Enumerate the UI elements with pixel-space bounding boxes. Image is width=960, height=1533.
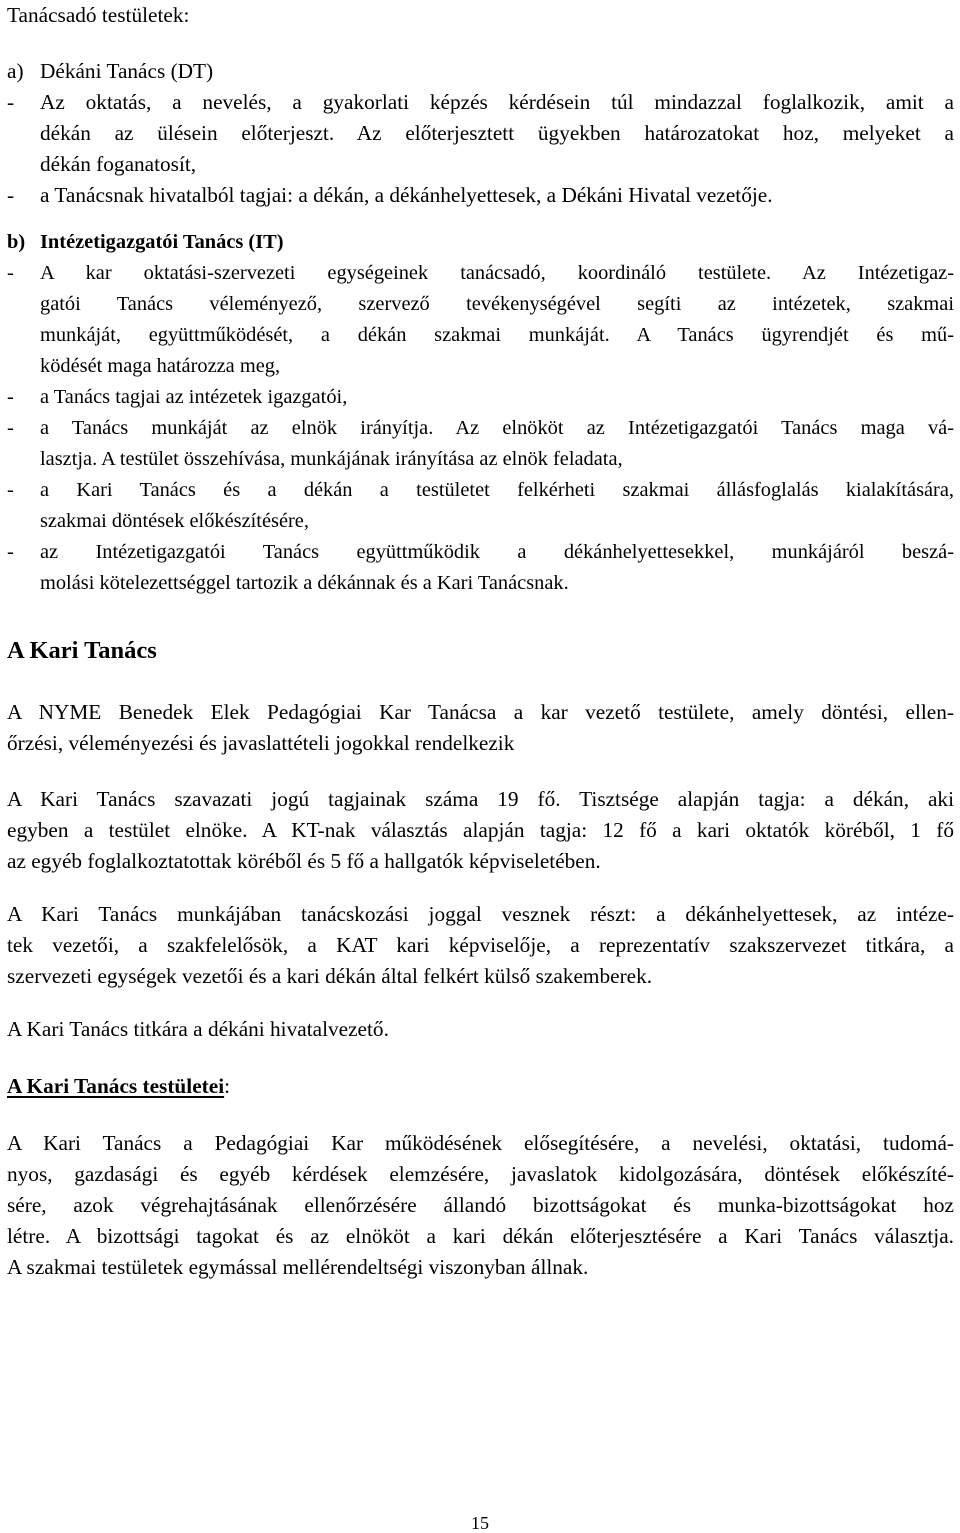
- section-b-line: ködését maga határozza meg,: [40, 355, 281, 377]
- list-item: [7, 180, 954, 211]
- section-b-line: munkáját, együttműködését, a dékán szakmai munkáját. A Tanács ügyrendjét és mű-: [40, 324, 954, 346]
- paragraph-line: A Kari Tanács titkára a dékáni hivatalvezető.: [7, 1017, 389, 1041]
- paragraph-line: tek vezetői, a szakfelelősök, a KAT kari képviselője, a reprezentatív szakszervezet titkára, a: [7, 933, 954, 957]
- section-a-line: a Tanácsnak hivatalból tagjai: a dékán, a dékánhelyettesek, a Dékáni Hivatal vezetője.: [40, 183, 773, 207]
- section-b-line: a Tanács tagjai az intézetek igazgatói,: [40, 386, 348, 408]
- dash-marker: -: [7, 541, 14, 563]
- list-item: [7, 258, 954, 289]
- paragraph-line: az egyéb foglalkoztatottak köréből és 5 fő a hallgatók képviseletében.: [7, 849, 601, 873]
- section-b-line: lasztja. A testület összehívása, munkájának irányítása az elnök feladata,: [40, 448, 623, 470]
- paragraph-line: A szakmai testületek egymással mellérendeltségi viszonyban állnak.: [7, 1255, 589, 1279]
- section-b-title-row: [7, 227, 954, 258]
- paragraph: [7, 697, 954, 759]
- section-a-line: dékán foganatosít,: [40, 152, 197, 176]
- subheading-block: [7, 1071, 954, 1102]
- paragraph-line: sére, azok végrehajtásának ellenőrzésére állandó bizottságokat és munka-bizottságokat hoz: [7, 1193, 954, 1217]
- section-b-line: gatói Tanács véleményező, szervező tevékenységével segíti az intézetek, szakmai: [40, 293, 954, 315]
- subheading: [7, 1071, 954, 1102]
- intro-heading: Tanácsadó testületek:: [7, 3, 190, 27]
- list-item: [7, 537, 954, 568]
- section-b-line: a Kari Tanács és a dékán a testületet felkérheti szakmai állásfoglalás kialakítására,: [40, 479, 954, 501]
- dash-marker: -: [7, 417, 14, 439]
- paragraph-line: őrzési, véleményezési és javaslattételi jogokkal rendelkezik: [7, 731, 515, 755]
- list-item: [7, 413, 954, 444]
- paragraph-line: A Kari Tanács munkájában tanácskozási joggal vesznek részt: a dékánhelyettesek, az intéze-: [7, 902, 954, 926]
- section-a-line: dékán az ülésein előterjeszt. Az előterjesztett ügyekben határozatokat hoz, melyeket a: [40, 121, 954, 145]
- list-item: [7, 382, 954, 413]
- paragraph-line: A Kari Tanács szavazati jogú tagjainak száma 19 fő. Tisztsége alapján tagja: a dékán, aki: [7, 787, 954, 811]
- paragraph-line: A Kari Tanács a Pedagógiai Kar működésének elősegítésére, a nevelési, oktatási, tudomá-: [7, 1131, 954, 1155]
- section-a-line: Az oktatás, a nevelés, a gyakorlati képzés kérdésein túl mindazzal foglalkozik, amit a: [40, 90, 954, 114]
- dash-marker: -: [7, 479, 14, 501]
- section-b-line: molási kötelezettséggel tartozik a dékánnak és a Kari Tanácsnak.: [40, 572, 569, 594]
- paragraph: [7, 1014, 954, 1045]
- subheading-colon: :: [224, 1074, 231, 1098]
- list-item: [7, 475, 954, 506]
- page-number: 15: [471, 1513, 489, 1533]
- subheading-text: A Kari Tanács testületei: [7, 1074, 225, 1098]
- section-b-marker: b): [7, 231, 26, 253]
- kari-tanacs-heading: A Kari Tanács: [7, 637, 157, 664]
- section-a: [7, 56, 954, 211]
- section-b-line: az Intézetigazgatói Tanács együttműködik a dékánhelyettesekkel, munkájáról beszá-: [40, 541, 954, 563]
- paragraph: [7, 784, 954, 877]
- list-item: [7, 87, 954, 118]
- paragraph-line: szervezeti egységek vezetői és a kari dékán által felkért külső szakemberek.: [7, 964, 653, 988]
- paragraph: [7, 899, 954, 992]
- section-a-marker: a): [7, 59, 24, 83]
- paragraph: [7, 1128, 954, 1283]
- kari-tanacs-heading-block: [7, 633, 954, 669]
- section-b-line: A kar oktatási-szervezeti egységeinek tanácsadó, koordináló testülete. Az Intézetigaz-: [40, 262, 954, 284]
- dash-marker: -: [7, 90, 15, 114]
- section-b-line: szakmai döntések előkészítésére,: [40, 510, 309, 532]
- section-b-line: a Tanács munkáját az elnök irányítja. Az elnököt az Intézetigazgatói Tanács maga vá-: [40, 417, 954, 439]
- intro-block: [7, 0, 954, 31]
- section-b-title: Intézetigazgatói Tanács (IT): [40, 231, 284, 253]
- dash-marker: -: [7, 183, 15, 207]
- paragraph-line: egyben a testület elnöke. A KT-nak választás alapján tagja: 12 fő a kari oktatók köréből, 1 fő: [7, 818, 954, 842]
- paragraph-line: létre. A bizottsági tagokat és az elnököt a kari dékán előterjesztésére a Kari Tanács választja.: [7, 1224, 954, 1248]
- dash-marker: -: [7, 386, 14, 408]
- section-b: [7, 227, 954, 599]
- dash-marker: -: [7, 262, 14, 284]
- paragraph-line: A NYME Benedek Elek Pedagógiai Kar Tanácsa a kar vezető testülete, amely döntési, ellen-: [7, 700, 954, 724]
- paragraph-line: nyos, gazdasági és egyéb kérdések elemzésére, javaslatok kidolgozására, döntések előkészíté-: [7, 1162, 954, 1186]
- section-a-title-row: [7, 56, 954, 87]
- section-a-title: Dékáni Tanács (DT): [40, 59, 214, 83]
